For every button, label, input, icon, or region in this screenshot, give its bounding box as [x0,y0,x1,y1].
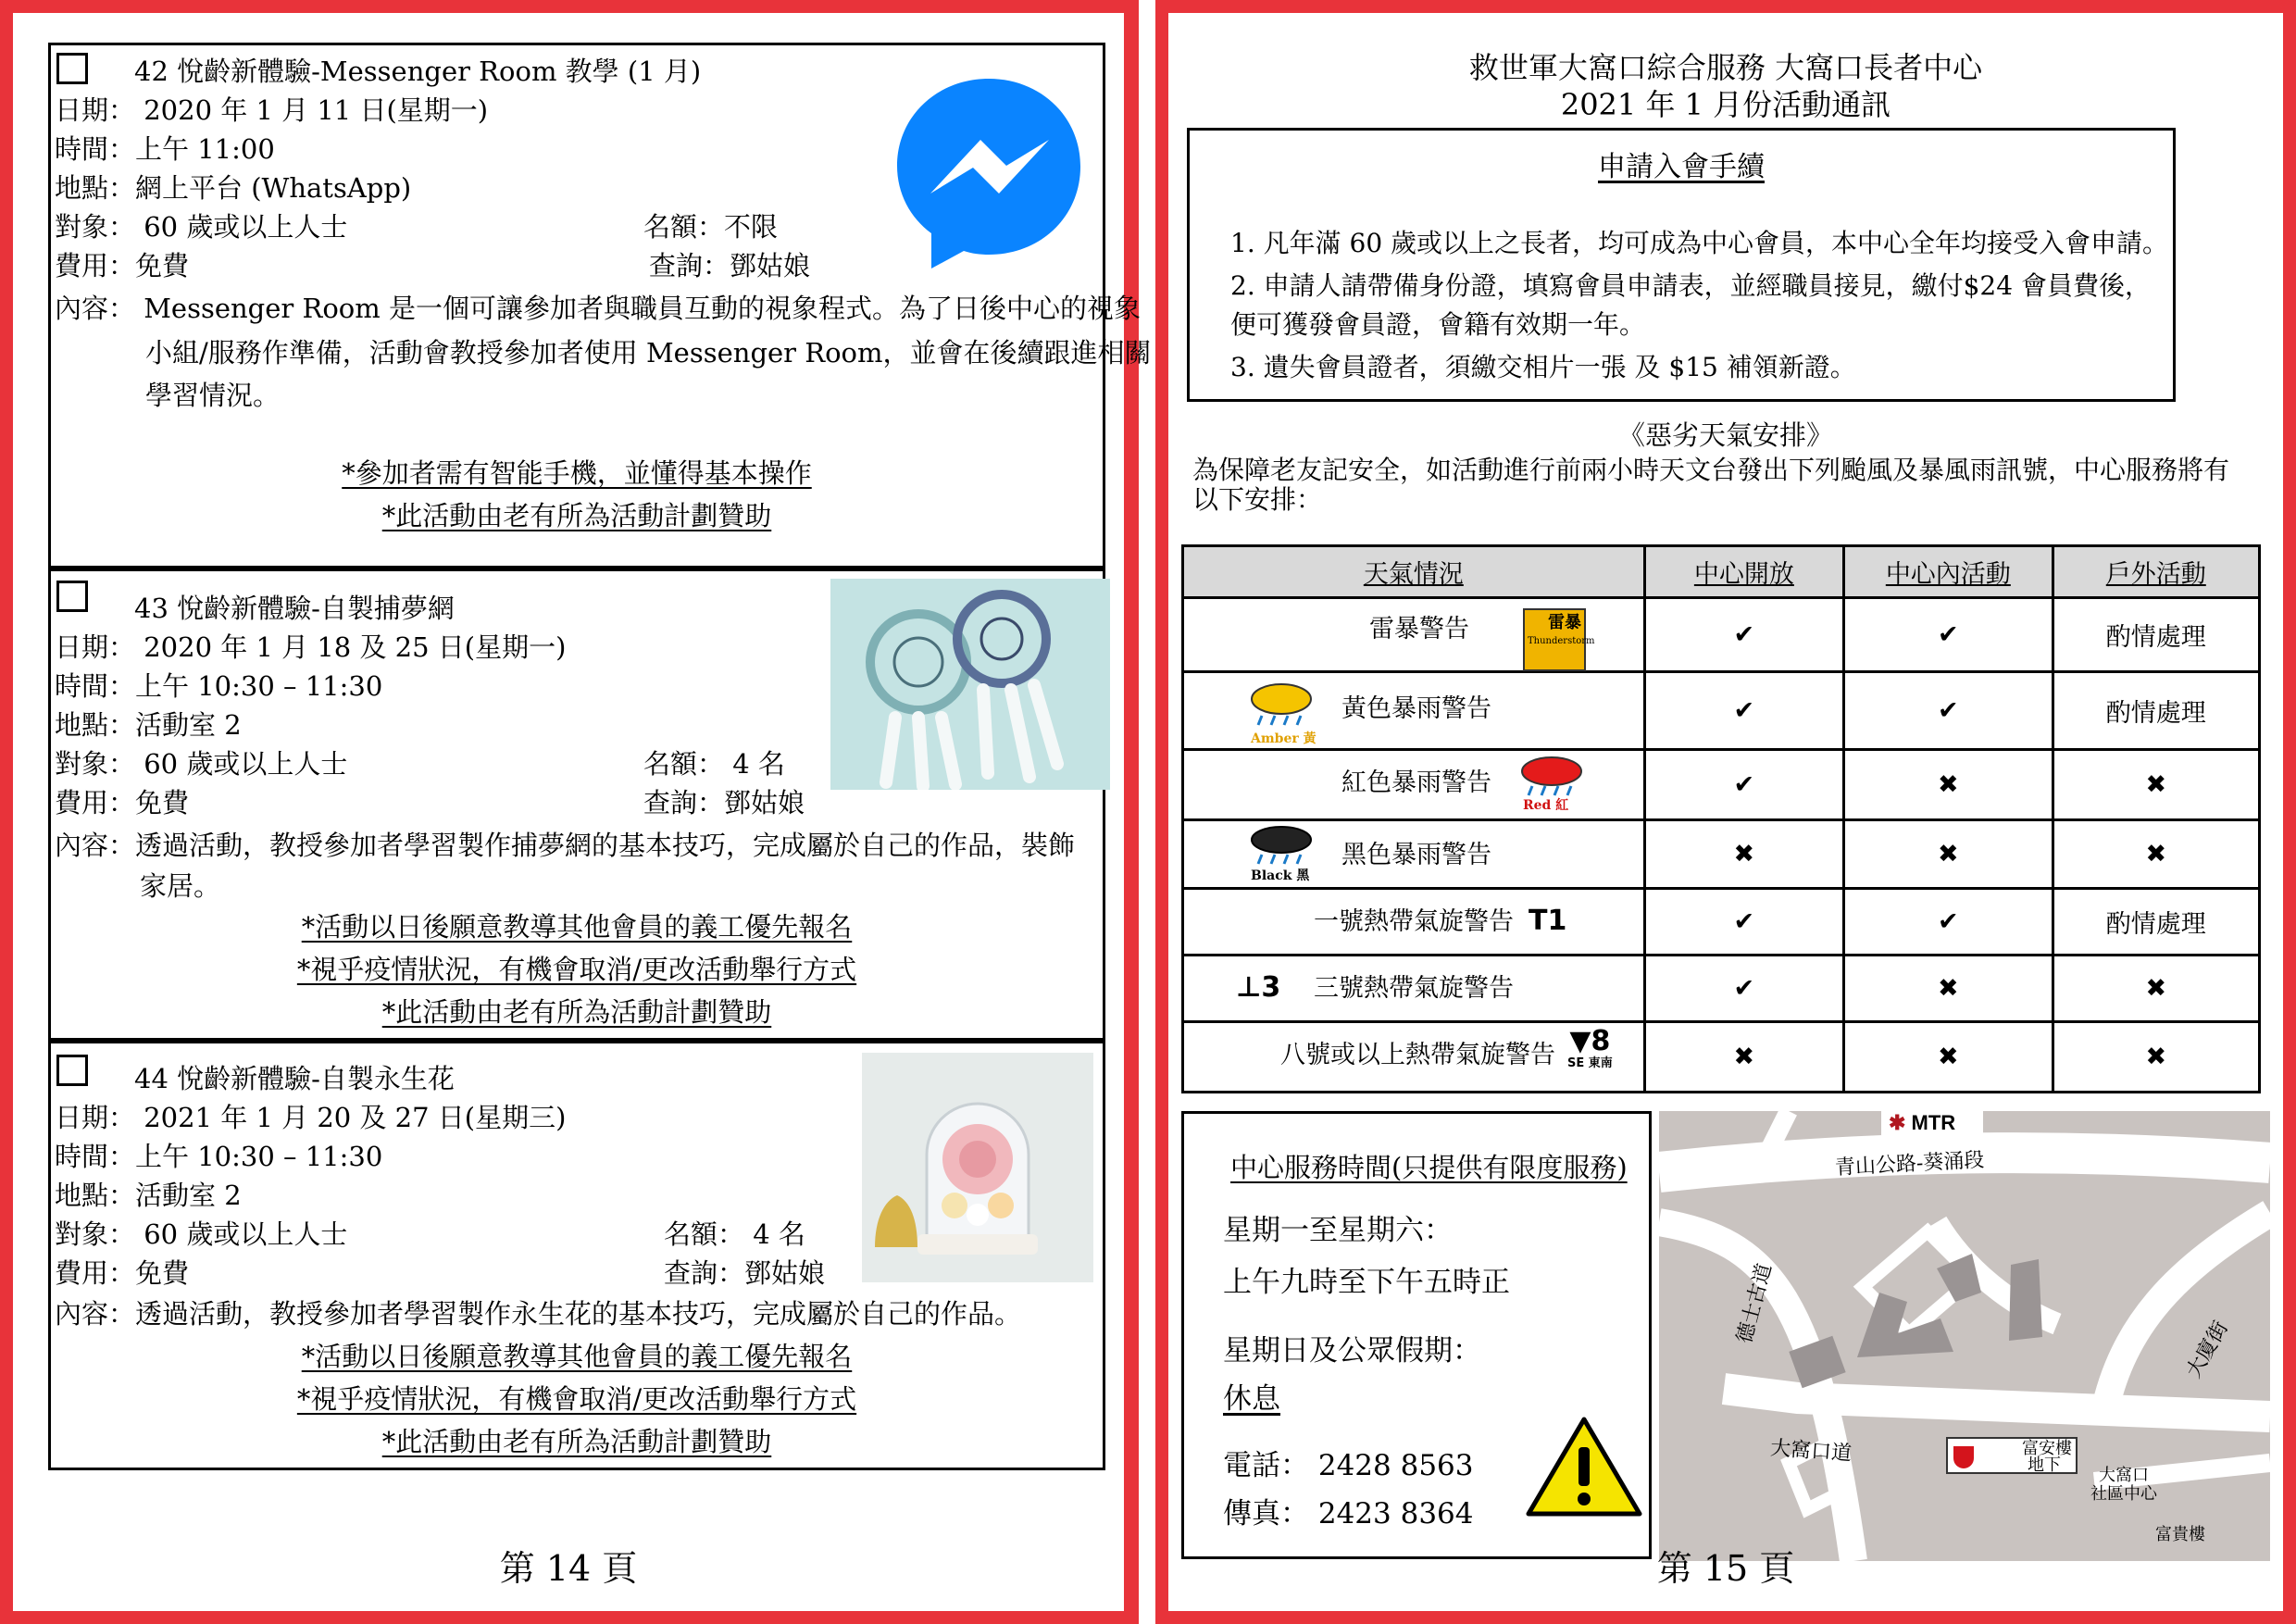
activity-time: 時間：上午 10:30 – 11:30 [55,1141,383,1172]
activity-content-line: 家居。 [140,870,221,902]
cell-outdoor: ✖ [2053,956,2259,1022]
centre-marker: 富安樓 地下 [1946,1437,2078,1474]
table-row [1183,1022,2260,1093]
header-centre-open: 中心開放 [1644,546,1843,598]
membership-box [1187,128,2176,402]
service-hours-box [1181,1111,1652,1559]
thunderstorm-icon: 雷暴 Thunderstorm [1523,608,1586,671]
table-row [1183,672,2260,750]
cell-open: ✔ [1644,598,1843,672]
activity-content-line: 內容：透過活動，教授參加者學習製作永生花的基本技巧，完成屬於自己的作品。 [55,1298,1022,1330]
cell-indoor: ✖ [1844,820,2053,889]
black-rain-icon: Black 黑 [1249,825,1314,868]
activity-venue: 地點：活動室 2 [55,1180,242,1211]
newsletter-header-line2: 2021 年 1 月份活動通訊 [1560,87,1891,122]
activity-note: *此活動由老有所為活動計劃贊助 [381,500,772,531]
weather-name: 黃色暴雨警告 [1341,694,1491,723]
service-weekday-label: 星期一至星期六： [1223,1214,1453,1247]
typhoon-signal-1-icon: T1 [1529,905,1567,937]
activity-content-line: 學習情況。 [145,380,281,411]
activity-target: 對象： 60 歲或以上人士 [55,211,348,243]
activity-title: 44 悅齡新體驗-自製永生花 [134,1063,455,1094]
cell-outdoor: ✖ [2053,750,2259,820]
activity-card-43 [48,568,1105,1041]
page-number: 第 14 頁 [499,1548,638,1589]
activity-card-44 [48,1041,1105,1470]
weather-name: 八號或以上熱帶氣旋警告 [1280,1041,1555,1069]
table-row [1183,889,2260,956]
cell-indoor: ✖ [1844,956,2053,1022]
activity-note: *參加者需有智能手機，並懂得基本操作 [342,457,812,489]
weather-arrangement-table [1181,544,2261,1093]
messenger-logo-icon [893,75,1084,269]
page-14 [13,13,1152,1611]
cell-indoor: ✖ [1844,1022,2053,1093]
cell-open: ✔ [1644,956,1843,1022]
weather-intro: 為保障老友記安全，如活動進行前兩小時天文台發出下列颱風及暴風雨訊號，中心服務將有 [1192,455,2230,485]
checkbox[interactable] [56,581,88,612]
service-weekday-hours: 上午九時至下午五時正 [1223,1266,1510,1299]
location-map [1659,1111,2270,1561]
activity-venue: 地點：網上平台 (WhatsApp) [55,172,412,204]
fax-number: 傳真： 2423 8364 [1223,1497,1474,1530]
phone-number: 電話： 2428 8563 [1223,1449,1474,1482]
typhoon-signal-3-icon: ⊥3 [1236,971,1281,1004]
service-holiday-hours: 休息 [1223,1382,1280,1416]
activity-note: *活動以日後願意教導其他會員的義工優先報名 [301,911,853,943]
activity-fee: 費用：免費 [55,787,190,818]
cell-outdoor: 酌情處理 [2053,598,2259,672]
activity-enquiry: 查詢：鄧姑娘 [664,1257,826,1289]
activity-title: 42 悅齡新體驗-Messenger Room 教學 (1 月) [134,56,702,87]
activity-content-line: 內容： Messenger Room 是一個可讓參加者與職員互動的視象程式。為了日後中心的視象 [55,293,1141,324]
service-title: 中心服務時間(只提供有限度服務) [1230,1152,1628,1183]
cell-outdoor: 酌情處理 [2053,889,2259,956]
cell-outdoor: ✖ [2053,820,2259,889]
cell-outdoor: ✖ [2053,1022,2259,1093]
activity-fee: 費用：免費 [55,1257,190,1289]
activity-card-42 [48,43,1152,568]
checkbox[interactable] [56,53,88,84]
membership-item: 2. 申請人請帶備身份證，填寫會員申請表，並經職員接見，繳付$24 會員費後， [1230,270,2151,301]
table-row [1183,820,2260,889]
activity-note: *此活動由老有所為活動計劃贊助 [381,1426,772,1457]
cell-indoor: ✔ [1844,672,2053,750]
road-label: 德士古道 [1733,1261,1777,1346]
activity-enquiry: 查詢：鄧姑娘 [643,787,805,818]
activity-date: 日期： 2021 年 1 月 20 及 27 日(星期三) [55,1102,567,1133]
checkbox[interactable] [56,1055,88,1086]
activity-fee: 費用：免費 [55,250,190,281]
activity-target: 對象： 60 歲或以上人士 [55,1218,348,1250]
cell-indoor: ✔ [1844,889,2053,956]
road-label: 大廈街 [2182,1317,2233,1382]
table-row [1183,750,2260,820]
map-label: 大窩口 社區中心 [2090,1466,2157,1504]
activity-enquiry: 查詢：鄧姑娘 [649,250,811,281]
weather-name: 紅色暴雨警告 [1341,768,1491,797]
warning-icon [1525,1416,1643,1518]
activity-quota: 名額：不限 [643,211,779,243]
activity-date: 日期： 2020 年 1 月 18 及 25 日(星期一) [55,631,567,663]
membership-title: 申請入會手續 [1598,151,1765,183]
cell-open: ✖ [1644,820,1843,889]
amber-rain-icon: Amber 黃 [1249,681,1314,740]
cell-indoor: ✔ [1844,598,2053,672]
table-row [1183,598,2260,672]
table-row [1183,956,2260,1022]
cell-open: ✔ [1644,889,1843,956]
activity-note: *視乎疫情狀況，有機會取消/更改活動舉行方式 [296,1383,857,1415]
map-label: 富貴樓 [2155,1525,2205,1544]
activity-time: 時間：上午 10:30 – 11:30 [55,670,383,702]
cell-open: ✔ [1644,750,1843,820]
newsletter-header-line1: 救世軍大窩口綜合服務 大窩口長者中心 [1468,50,1983,85]
activity-content-line: 內容：透過活動，教授參加者學習製作捕夢網的基本技巧，完成屬於自己的作品，裝飾 [55,830,1076,861]
activity-note: *活動以日後願意教導其他會員的義工優先報名 [301,1341,853,1372]
header-weather: 天氣情況 [1183,546,1645,598]
weather-name: 三號熱帶氣旋警告 [1314,974,1514,1003]
membership-item: 3. 遺失會員證者，須繳交相片一張 及 $15 補領新證。 [1230,352,1856,382]
activity-content-line: 小組/服務作準備，活動會教授參加者使用 Messenger Room，並會在後續跟進相關 [145,337,1152,369]
cell-indoor: ✖ [1844,750,2053,820]
weather-name: 一號熱帶氣旋警告 [1314,907,1514,936]
mtr-logo: ✱ MTR [1889,1111,1956,1134]
membership-item: 1. 凡年滿 60 歲或以上之長者，均可成為中心會員，本中心全年均接受入會申請。 [1230,228,2169,258]
activity-title: 43 悅齡新體驗-自製捕夢網 [134,593,455,624]
activity-time: 時間：上午 11:00 [55,133,275,165]
dreamcatcher-photo [830,579,1110,790]
activity-quota: 名額： 4 名 [664,1218,805,1250]
activity-date: 日期： 2020 年 1 月 11 日(星期一) [55,94,489,126]
membership-item: 便可獲發會員證，會籍有效期一年。 [1230,309,1646,340]
page-number: 第 15 頁 [1656,1548,1795,1589]
cell-open: ✔ [1644,672,1843,750]
activity-note: *此活動由老有所為活動計劃贊助 [381,996,772,1028]
road-label: 青山公路-葵涌段 [1834,1148,1985,1181]
page-15 [1168,13,2283,1611]
weather-intro: 以下安排： [1192,484,1323,515]
activity-target: 對象： 60 歲或以上人士 [55,748,348,780]
activity-quota: 名額： 4 名 [643,748,785,780]
weather-title: 《惡劣天氣安排》 [1617,419,1833,451]
weather-name: 雷暴警告 [1369,615,1469,643]
activity-venue: 地點：活動室 2 [55,709,242,741]
cell-open: ✖ [1644,1022,1843,1093]
typhoon-signal-8-icon: ▼8 SE 東南 [1567,1025,1613,1070]
weather-name: 黑色暴雨警告 [1341,841,1491,869]
red-rain-icon: Red 紅 [1519,755,1584,801]
salvation-army-shield-icon [1953,1446,1974,1468]
activity-note: *視乎疫情狀況，有機會取消/更改活動舉行方式 [296,954,857,985]
service-holiday-label: 星期日及公眾假期： [1223,1334,1481,1368]
header-outdoor: 戶外活動 [2053,546,2259,598]
road-label: 大窩口道 [1769,1436,1853,1467]
preserved-flower-photo [862,1053,1093,1282]
cell-outdoor: 酌情處理 [2053,672,2259,750]
page-gutter [1139,0,1155,1624]
header-indoor: 中心內活動 [1844,546,2053,598]
